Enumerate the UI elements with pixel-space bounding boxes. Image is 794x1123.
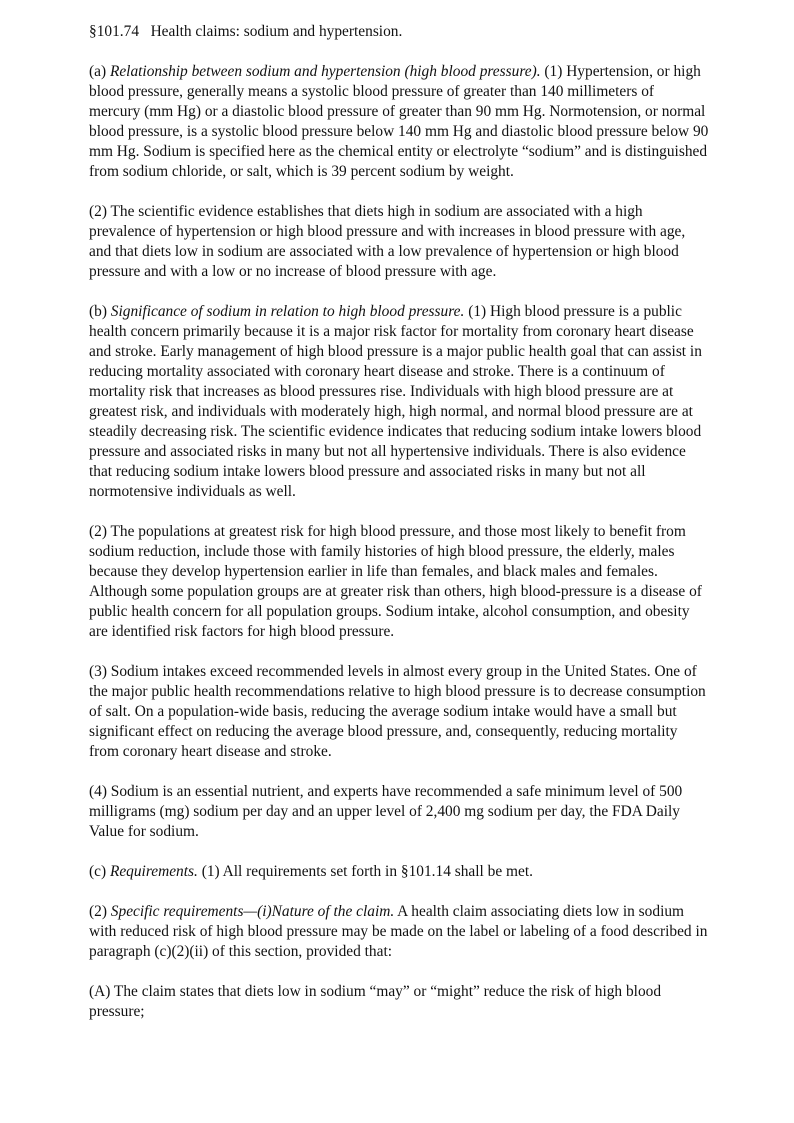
paragraph-text: A health claim associating diets low in sodium with reduced risk of high blood pressure may be made on the label or labeling of a food described in paragraph (c)(2)(ii) of this section, provided that: [89, 903, 708, 960]
paragraph-lead: (a) [89, 63, 110, 80]
paragraph-lead: (c) [89, 863, 110, 880]
paragraph-italic-title: Significance of sodium in relation to high blood pressure. [110, 303, 465, 320]
paragraph-a2 [89, 202, 709, 282]
paragraph-italic-title: Specific requirements—(i)Nature of the claim. [110, 903, 395, 920]
paragraph-text: (1) All requirements set forth in §101.14 shall be met. [197, 863, 533, 880]
paragraph-lead: (b) [89, 303, 111, 320]
paragraph-text: (4) Sodium is an essential nutrient, and experts have recommended a safe minimum level of 500 milligrams (mg) sodium per day and an upper level of 2,400 mg sodium per day, the FDA Daily Value for sodium. [89, 783, 683, 840]
paragraph-italic-title: Relationship between sodium and hypertension (high blood pressure). [109, 63, 541, 80]
section-heading: §101.74 Health claims: sodium and hypertension. [89, 23, 403, 40]
paragraph-text: (1) Hypertension, or high blood pressure, generally means a systolic blood pressure of greater than 140 millimeters of mercury (mm Hg) or a diastolic blood pressure of greater than 90 mm Hg. Normotension, or normal blood pressure, is a systolic blood pressure below 140 mm Hg and diastolic blood pressure below 90 mm Hg. Sodium is specified here as the chemical entity or electrolyte “sodium” and is distinguished from sodium chloride, or salt, which is 39 percent sodium by weight. [89, 63, 709, 180]
paragraph-lead: (2) [89, 903, 111, 920]
paragraph-text: (3) Sodium intakes exceed recommended levels in almost every group in the United States. One of the major public health recommendations relative to high blood pressure is to decrease consumption of salt. On a population-wide basis, reducing the average sodium intake would have a small but significant effect on reducing the average blood pressure, and, consequently, reducing mortality from coronary heart disease and stroke. [89, 663, 706, 760]
document-page [89, 22, 709, 1042]
paragraph-text: (2) The scientific evidence establishes that diets high in sodium are associated with a high prevalence of hypertension or high blood pressure and with increases in blood pressure with age, and that diets low in sodium are associated with a low prevalence of hypertension or high blood pressure and with a low or no increase of blood pressure with age. [89, 203, 686, 280]
paragraph-b3 [89, 662, 709, 762]
paragraph-text: (A) The claim states that diets low in sodium “may” or “might” reduce the risk of high blood pressure; [89, 983, 662, 1020]
paragraph-a1 [89, 62, 709, 182]
paragraph-b1 [89, 302, 709, 502]
paragraph-c2 [89, 902, 709, 962]
paragraph-text: (2) The populations at greatest risk for high blood pressure, and those most likely to benefit from sodium reduction, include those with family histories of high blood pressure, the elderly, males because they develop hypertension earlier in life than females, and black males and females. Although some population groups are at greater risk than others, high blood-pressure is a disease of public health concern for all population groups. Sodium intake, alcohol consumption, and obesity are identified risk factors for high blood pressure. [89, 523, 702, 640]
paragraph-italic-title: Requirements. [109, 863, 198, 880]
paragraph-b2 [89, 522, 709, 642]
paragraph-c1 [89, 862, 709, 882]
paragraph-text: (1) High blood pressure is a public health concern primarily because it is a major risk factor for mortality from coronary heart disease and stroke. Early management of high blood pressure is a major public health goal that can assist in reducing mortality associated with coronary heart disease and stroke. There is a continuum of mortality risk that increases as blood pressures rise. Individuals with high blood pressure are at greatest risk, and individuals with moderately high, high normal, and normal blood pressure are at steadily decreasing risk. The scientific evidence indicates that reducing sodium intake lowers blood pressure and associated risks in many but not all hypertensive individuals. There is also evidence that reducing sodium intake lowers blood pressure and associated risks in many but not all normotensive individuals as well. [89, 303, 702, 500]
paragraph-b4 [89, 782, 709, 842]
paragraph-c2-a [89, 982, 709, 1022]
